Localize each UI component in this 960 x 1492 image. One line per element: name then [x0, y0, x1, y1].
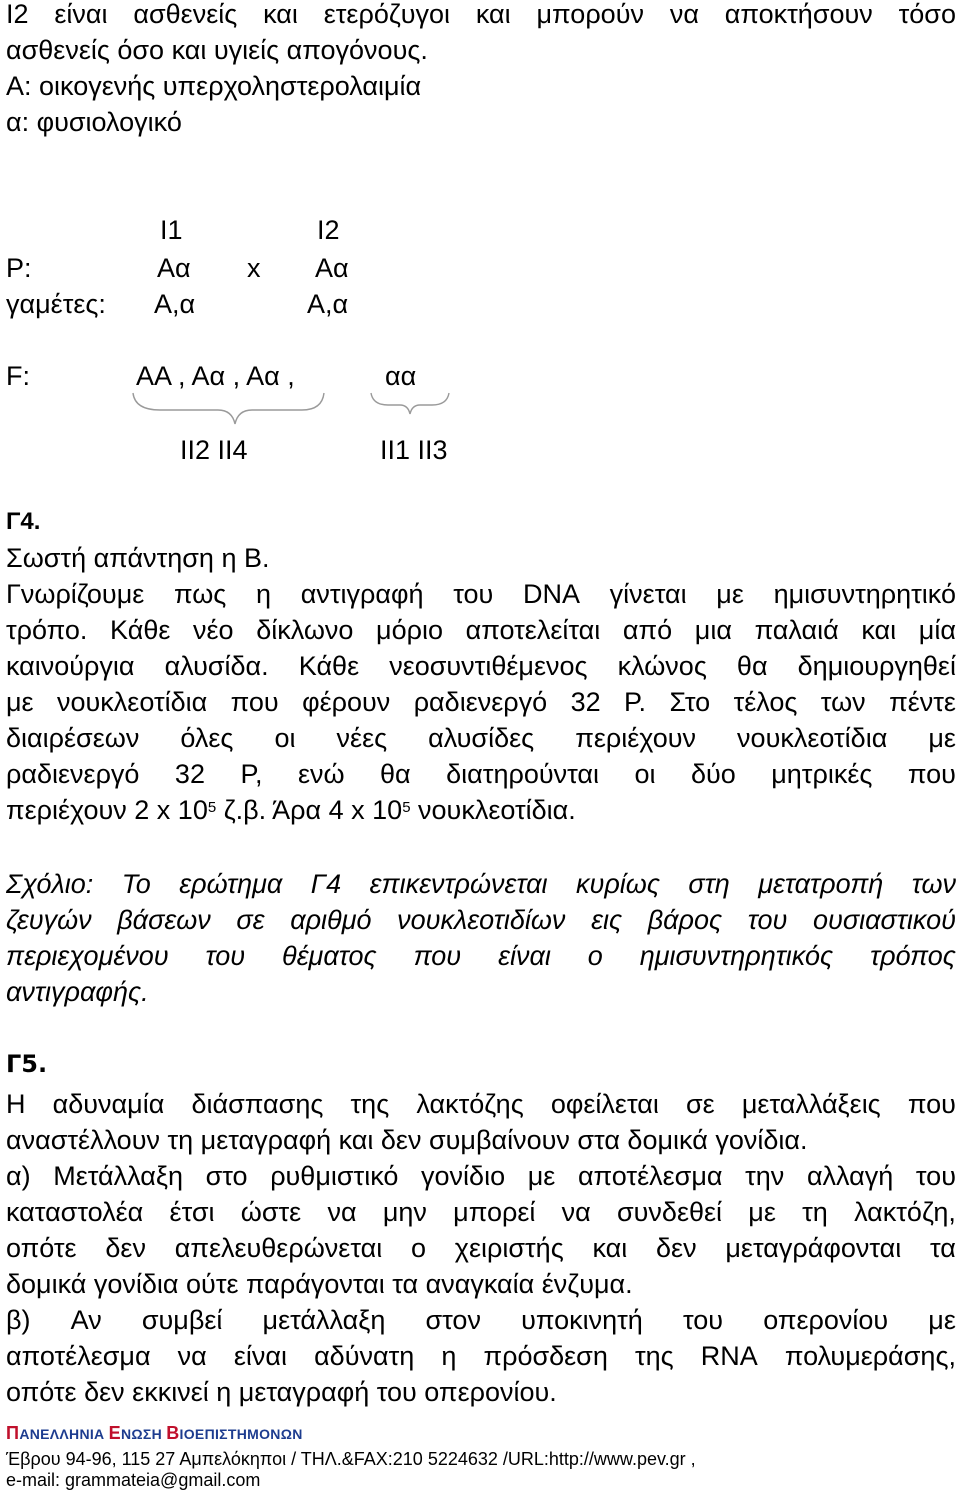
word: βάσεων [117, 905, 211, 935]
word: ραδιενεργό [413, 687, 548, 717]
word: μια [694, 615, 732, 645]
word: νέο [193, 615, 234, 645]
g4-line-3 [6, 648, 956, 684]
g5-a-line-1 [6, 1158, 956, 1194]
parent-i2-genotype: Αα [315, 253, 349, 283]
word: δεν [105, 1233, 146, 1263]
word: πολυμεράσης, [784, 1341, 956, 1371]
word: μετάλλαξη [262, 1305, 386, 1335]
word: την [745, 1161, 785, 1191]
word: δύο [690, 759, 736, 789]
org-rest-3: ΙΟΕΠΙΣΤΗΜΟΝΩΝ [179, 1426, 303, 1442]
word: 32 [174, 759, 205, 789]
word: του [747, 905, 788, 935]
word: Σχόλιο: [6, 869, 94, 899]
word: τρόπο. [6, 615, 88, 645]
word: μία [918, 615, 956, 645]
word: και [592, 1233, 628, 1263]
word: με [928, 1305, 956, 1335]
word: αδυναμία [52, 1089, 165, 1119]
word: του [205, 941, 246, 971]
word: αλλαγή [806, 1161, 894, 1191]
org-cap-3: Β [166, 1423, 180, 1443]
group-dominant-individuals: II2 II4 [180, 435, 248, 465]
word: περιέχουν [575, 723, 696, 753]
word: νουκλεοτίδια [57, 687, 208, 717]
word: και [475, 0, 511, 29]
exponent-2: 5 [402, 799, 411, 816]
word: μπορούν [536, 0, 644, 29]
word: να [177, 1341, 207, 1371]
word: είναι [498, 941, 551, 971]
word: βάρος [647, 905, 723, 935]
word: εις [591, 905, 623, 935]
word: του [915, 1161, 956, 1191]
word: μεταλλάξεις [741, 1089, 881, 1119]
word: Στο [669, 687, 711, 717]
word: με [6, 687, 34, 717]
word: με [716, 579, 744, 609]
word: θα [380, 759, 411, 789]
org-rest-1: ΑΝΕΛΛΗΝΙΑ [19, 1426, 109, 1442]
word: αποτέλεσμα [577, 1161, 723, 1191]
f-label: F: [6, 361, 30, 391]
word: τρόπος [870, 941, 956, 971]
word: να [669, 0, 699, 29]
word: των [911, 869, 956, 899]
word: ημισυντηρητικός [639, 941, 834, 971]
word: έτσι [169, 1197, 215, 1227]
allele-recessive-def: α: φυσιολογικό [6, 107, 182, 137]
gametes-i1: Α,α [154, 289, 196, 319]
word: απελευθερώνεται [174, 1233, 383, 1263]
word: ρυθμιστικό [270, 1161, 399, 1191]
word: μπορεί [453, 1197, 536, 1227]
g4-line-5 [6, 720, 956, 756]
offspring-recessive: αα [385, 361, 417, 391]
word: αποτελείται [465, 615, 601, 645]
word: με [527, 1161, 556, 1191]
g5-line-2: αναστέλλουν τη μεταγραφή και δεν συμβαίνουν στα δομικά γονίδια. [6, 1125, 808, 1155]
word: RNA [700, 1341, 758, 1371]
word: γονίδιο [421, 1161, 506, 1191]
word: αλυσίδες [428, 723, 535, 753]
word: με [928, 723, 956, 753]
word: νουκλεοτιδίων [397, 905, 566, 935]
word: ο [587, 941, 603, 971]
word: χειριστής [454, 1233, 564, 1263]
word: β) [6, 1305, 31, 1335]
word: Μετάλλαξη [53, 1161, 183, 1191]
word: Γ4 [310, 869, 342, 899]
word: οπότε [6, 1233, 77, 1263]
p-label: P: [6, 253, 32, 283]
word: είναι [233, 1341, 287, 1371]
word: επικεντρώνεται [369, 869, 548, 899]
word: P, [240, 759, 263, 789]
word: λακτόζης [416, 1089, 524, 1119]
word: οφείλεται [550, 1089, 659, 1119]
word: μετατροπή [758, 869, 884, 899]
word: στη [688, 869, 730, 899]
word: διάσπασης [191, 1089, 324, 1119]
word: τα [930, 1233, 956, 1263]
word: μόριο [376, 615, 443, 645]
word: που [907, 1089, 956, 1119]
word: να [327, 1197, 357, 1227]
word: αλυσίδα. [164, 651, 269, 681]
group-recessive-individuals: II1 II3 [380, 435, 448, 465]
word: παλαιά [754, 615, 839, 645]
word: πρόσδεση [483, 1341, 608, 1371]
word: δημιουργηθεί [797, 651, 956, 681]
word: περιεχομένου [6, 941, 169, 971]
g4-line-1 [6, 576, 956, 612]
word: αποκτήσουν [724, 0, 873, 29]
word: 32 [570, 687, 601, 717]
footer-email: e-mail: grammateia@gmail.com [6, 1470, 261, 1490]
word: αντιγραφή [300, 579, 424, 609]
word: οι [634, 759, 656, 789]
word: κυρίως [575, 869, 660, 899]
word: κλώνος [617, 651, 707, 681]
intro-line-2: ασθενείς όσο και υγιείς απογόνους. [6, 35, 428, 65]
word: καταστολέα [6, 1197, 144, 1227]
word: ασθενείς [133, 0, 238, 29]
word: σε [686, 1089, 715, 1119]
word: που [907, 759, 956, 789]
word: δεν [656, 1233, 697, 1263]
word: ετερόζυγοι [323, 0, 451, 29]
word: P. [624, 687, 647, 717]
parent-i1-label: I1 [160, 215, 183, 245]
word: Κάθε [110, 615, 171, 645]
word: στο [205, 1161, 248, 1191]
word: πέντε [889, 687, 956, 717]
org-cap-1: Π [6, 1423, 20, 1443]
org-cap-2: Ε [108, 1423, 121, 1443]
word: μητρικές [771, 759, 873, 789]
g4-answer: Σωστή απάντηση η Β. [6, 543, 270, 573]
org-rest-2: ΝΩΣΗ [120, 1426, 167, 1442]
word: α) [6, 1161, 31, 1191]
word: συμβεί [141, 1305, 223, 1335]
word: ενώ [297, 759, 345, 789]
g4-line-6 [6, 756, 956, 792]
word: λακτόζη, [854, 1197, 956, 1227]
word: υποκινητή [521, 1305, 643, 1335]
footer-organization [6, 1423, 303, 1444]
word: να [561, 1197, 591, 1227]
word: ο [410, 1233, 427, 1263]
g4-line-7 [6, 792, 576, 828]
word: οι [274, 723, 296, 753]
word: ημισυντηρητικό [773, 579, 956, 609]
word: Γνωρίζουμε [6, 579, 145, 609]
word: ραδιενεργό [6, 759, 140, 789]
word: με [748, 1197, 776, 1227]
word: σε [236, 905, 265, 935]
parent-i2-label: I2 [317, 215, 340, 245]
word: Αν [70, 1305, 102, 1335]
word: ουσιαστικού [813, 905, 956, 935]
word: στον [425, 1305, 481, 1335]
word: που [230, 687, 279, 717]
word: DNA [522, 579, 580, 609]
word: η [441, 1341, 457, 1371]
word: I2 [6, 0, 29, 29]
word: η [256, 579, 272, 609]
word: διαιρέσεων [6, 723, 140, 753]
gametes-i2: Α,α [307, 289, 349, 319]
g4-last-a: περιέχουν 2 x 10 [6, 795, 208, 825]
word: που [413, 941, 462, 971]
word: και [263, 0, 298, 29]
g5-line-1 [6, 1086, 956, 1122]
word: Το [121, 869, 151, 899]
word: της [350, 1089, 390, 1119]
word: της [634, 1341, 674, 1371]
parent-i1-genotype: Αα [157, 253, 191, 283]
word: τόσο [898, 0, 956, 29]
word: συνδεθεί [616, 1197, 723, 1227]
allele-dominant-def: Α: οικογενής υπερχοληστερολαιμία [6, 71, 422, 101]
exponent-1: 5 [207, 799, 217, 816]
brace-dominant [133, 393, 324, 424]
word: ζευγών [6, 905, 92, 935]
g4-last-b: ζ.β. Άρα 4 x 10 [216, 795, 403, 825]
word: τη [802, 1197, 828, 1227]
word: νέες [336, 723, 388, 753]
comment-line-3 [6, 938, 956, 974]
word: ώστε [240, 1197, 302, 1227]
word: θέματος [282, 941, 377, 971]
word: νεοσυντιθέμενος [389, 651, 588, 681]
gametes-label: γαμέτες: [6, 289, 106, 319]
word: αποτέλεσμα [6, 1341, 151, 1371]
cross-symbol: x [247, 253, 261, 283]
comment-line-2 [6, 902, 956, 938]
g4-line-2 [6, 612, 956, 648]
word: πως [173, 579, 227, 609]
word: διατηρούνται [446, 759, 599, 789]
heading-g5: Γ5. [6, 1050, 48, 1078]
word: Κάθε [298, 651, 360, 681]
g5-a-line-3 [6, 1230, 956, 1266]
word: όλες [180, 723, 234, 753]
g5-b-line-3: οπότε δεν εκκινεί η μεταγραφή του οπερονίου. [6, 1377, 557, 1407]
word: οπερονίου [763, 1305, 889, 1335]
offspring-dominant: ΑΑ , Αα , Αα , [136, 361, 295, 391]
word: του [682, 1305, 724, 1335]
word: τέλος [733, 687, 798, 717]
g5-b-line-2 [6, 1338, 956, 1374]
comment-line-4: αντιγραφής. [6, 977, 149, 1007]
word: είναι [54, 0, 108, 29]
word: γίνεται [609, 579, 687, 609]
word: αδύνατη [314, 1341, 415, 1371]
word: των [820, 687, 866, 717]
g5-a-line-2 [6, 1194, 956, 1230]
word: μην [382, 1197, 427, 1227]
word: Η [6, 1089, 26, 1119]
brace-recessive [371, 393, 449, 414]
word: από [622, 615, 673, 645]
g5-b-line-1 [6, 1302, 956, 1338]
g4-line-4 [6, 684, 956, 720]
g4-last-c: νουκλεοτίδια. [410, 795, 576, 825]
word: και [861, 615, 897, 645]
word: φέρουν [302, 687, 391, 717]
word: καινούργια [6, 651, 135, 681]
word: νουκλεοτίδια [737, 723, 888, 753]
word: θα [736, 651, 768, 681]
word: μεταγράφονται [725, 1233, 902, 1263]
heading-g4: Γ4. [6, 508, 41, 535]
word: του [453, 579, 494, 609]
word: αριθμό [290, 905, 372, 935]
footer-address: Έβρου 94-96, 115 27 Αμπελόκηποι / ΤΗΛ.&FAX:210 5224632 /URL:http://www.pev.gr , [6, 1449, 696, 1469]
word: ερώτημα [179, 869, 283, 899]
g5-a-line-4: δομικά γονίδια ούτε παράγονται τα αναγκαία ένζυμα. [6, 1269, 633, 1299]
comment-line-1 [6, 866, 956, 902]
word: δίκλωνο [256, 615, 354, 645]
